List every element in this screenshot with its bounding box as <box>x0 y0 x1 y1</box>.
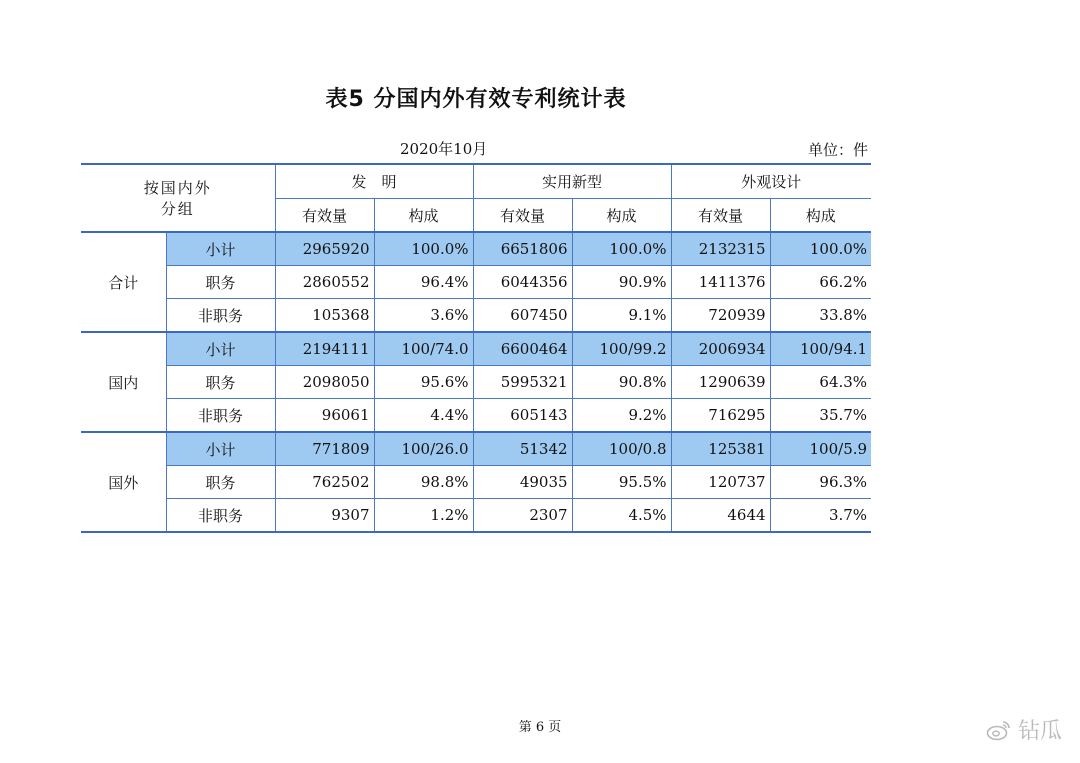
value-cell: 96061 <box>275 399 374 433</box>
value-cell: 66.2% <box>770 266 871 299</box>
group-header-line2: 分组 <box>160 200 195 218</box>
value-cell: 105368 <box>275 299 374 333</box>
unit-label: 单位：件 <box>807 141 868 159</box>
report-date: 2020年10月 <box>400 140 488 158</box>
page-number: 第 6 页 <box>518 720 562 735</box>
value-cell: 90.8% <box>572 366 671 399</box>
row-label: 非职务 <box>166 499 275 533</box>
value-cell: 1411376 <box>671 266 770 299</box>
table-row <box>81 432 871 466</box>
value-cell: 9307 <box>275 499 374 533</box>
table-row <box>81 399 871 433</box>
value-cell: 95.6% <box>374 366 473 399</box>
value-cell: 605143 <box>473 399 572 433</box>
table-row <box>81 299 871 333</box>
value-cell: 1290639 <box>671 366 770 399</box>
value-cell: 4.4% <box>374 399 473 433</box>
value-cell: 100/74.0 <box>374 332 473 366</box>
value-cell: 100/94.1 <box>770 332 871 366</box>
value-cell: 98.8% <box>374 466 473 499</box>
value-cell: 51342 <box>473 432 572 466</box>
table-row <box>81 332 871 366</box>
category-design: 外观设计 <box>671 164 871 199</box>
value-cell: 100.0% <box>374 232 473 266</box>
value-cell: 3.7% <box>770 499 871 533</box>
value-cell: 3.6% <box>374 299 473 333</box>
value-cell: 49035 <box>473 466 572 499</box>
table-row <box>81 466 871 499</box>
subheader-cell: 构成 <box>770 199 871 233</box>
value-cell: 96.4% <box>374 266 473 299</box>
value-cell: 4644 <box>671 499 770 533</box>
weibo-icon <box>986 719 1012 741</box>
value-cell: 9.2% <box>572 399 671 433</box>
value-cell: 35.7% <box>770 399 871 433</box>
category-utility-model: 实用新型 <box>473 164 671 199</box>
subheader-cell: 有效量 <box>275 199 374 233</box>
value-cell: 100/99.2 <box>572 332 671 366</box>
value-cell: 33.8% <box>770 299 871 333</box>
row-label: 小计 <box>166 232 275 266</box>
watermark <box>986 714 1062 745</box>
value-cell: 95.5% <box>572 466 671 499</box>
row-label: 非职务 <box>166 399 275 433</box>
table-row <box>81 366 871 399</box>
watermark-text: 钻瓜 <box>1017 719 1062 744</box>
value-cell: 1.2% <box>374 499 473 533</box>
page-title: 表5 分国内外有效专利统计表 <box>325 87 627 112</box>
value-cell: 9.1% <box>572 299 671 333</box>
row-label: 职务 <box>166 266 275 299</box>
value-cell: 4.5% <box>572 499 671 533</box>
value-cell: 100.0% <box>770 232 871 266</box>
value-cell: 100.0% <box>572 232 671 266</box>
value-cell: 100/26.0 <box>374 432 473 466</box>
value-cell: 2860552 <box>275 266 374 299</box>
value-cell: 2098050 <box>275 366 374 399</box>
value-cell: 716295 <box>671 399 770 433</box>
value-cell: 125381 <box>671 432 770 466</box>
value-cell: 120737 <box>671 466 770 499</box>
value-cell: 96.3% <box>770 466 871 499</box>
value-cell: 2307 <box>473 499 572 533</box>
row-label: 小计 <box>166 432 275 466</box>
group-header-cell <box>81 164 275 232</box>
subheader-cell: 有效量 <box>473 199 572 233</box>
value-cell: 762502 <box>275 466 374 499</box>
value-cell: 6044356 <box>473 266 572 299</box>
value-cell: 100/0.8 <box>572 432 671 466</box>
value-cell: 6651806 <box>473 232 572 266</box>
value-cell: 5995321 <box>473 366 572 399</box>
group-name: 合计 <box>81 232 166 332</box>
value-cell: 2132315 <box>671 232 770 266</box>
patent-stats-table <box>81 163 871 533</box>
subheader-cell: 有效量 <box>671 199 770 233</box>
row-label: 非职务 <box>166 299 275 333</box>
value-cell: 2006934 <box>671 332 770 366</box>
group-header-line1: 按国内外 <box>143 179 212 197</box>
row-label: 职务 <box>166 466 275 499</box>
value-cell: 720939 <box>671 299 770 333</box>
group-name: 国外 <box>81 432 166 532</box>
value-cell: 100/5.9 <box>770 432 871 466</box>
row-label: 小计 <box>166 332 275 366</box>
value-cell: 2194111 <box>275 332 374 366</box>
value-cell: 607450 <box>473 299 572 333</box>
row-label: 职务 <box>166 366 275 399</box>
table-row <box>81 232 871 266</box>
subheader-cell: 构成 <box>374 199 473 233</box>
value-cell: 2965920 <box>275 232 374 266</box>
category-invention: 发 明 <box>275 164 473 199</box>
value-cell: 771809 <box>275 432 374 466</box>
table-row <box>81 266 871 299</box>
group-name: 国内 <box>81 332 166 432</box>
value-cell: 90.9% <box>572 266 671 299</box>
value-cell: 6600464 <box>473 332 572 366</box>
subheader-cell: 构成 <box>572 199 671 233</box>
value-cell: 64.3% <box>770 366 871 399</box>
table-row <box>81 499 871 533</box>
